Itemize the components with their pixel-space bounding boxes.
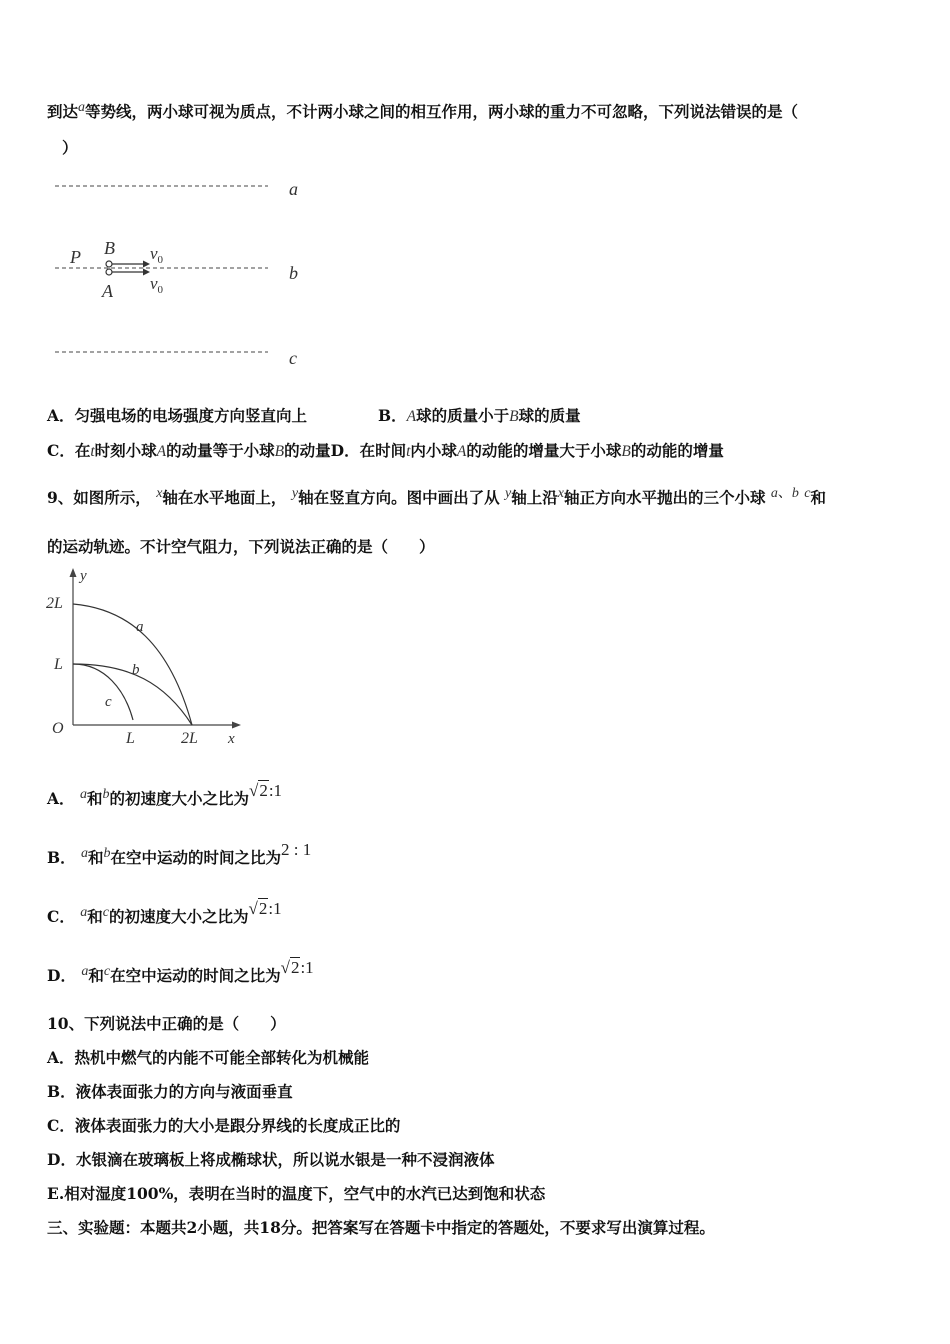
origin-label: O	[52, 720, 64, 737]
q9-option-d: D． a和c在空中运动的时间之比为√2:1	[47, 958, 314, 985]
q9-graph	[40, 565, 260, 755]
label-B: B	[104, 238, 115, 258]
y-tick-L: L	[54, 656, 63, 673]
q10-option-c: C．液体表面张力的大小是跟分界线的长度成正比的	[47, 1116, 401, 1135]
q9-option-a: A． a和b的初速度大小之比为√2:1	[47, 781, 283, 808]
q8-figure	[40, 165, 340, 380]
label-A: A	[102, 281, 113, 301]
q10-option-d: D．水银滴在玻璃板上将成椭球状，所以说水银是一种不浸润液体	[47, 1150, 495, 1169]
y-tick-2L: 2L	[46, 595, 63, 612]
label-v0-bottom: $v_0$	[150, 274, 164, 296]
x-tick-2L: 2L	[181, 730, 198, 747]
curve-b-label: b	[132, 662, 140, 678]
label-c: c	[289, 348, 297, 368]
ball-B	[106, 261, 112, 267]
q8-option-b: B．A球的质量小于B球的质量	[378, 406, 581, 425]
label-a: a	[289, 179, 298, 199]
x-axis-label: x	[228, 731, 235, 747]
curve-c-label: c	[105, 694, 112, 710]
q9-option-c: C． a和c的初速度大小之比为√2:1	[47, 899, 282, 926]
q8-stem-line2: ）	[62, 138, 78, 157]
curve-a-label: a	[136, 619, 144, 635]
q10-option-e: E.相对湿度100%，表明在当时的温度下，空气中的水汽已达到饱和状态	[47, 1184, 546, 1203]
label-b: b	[289, 263, 298, 283]
q9-stem-line1: 9、如图所示， x轴在水平地面上， y轴在竖直方向。图中画出了从 y轴上沿x轴正方向水平抛出的三个小球 a、b c和	[47, 485, 826, 507]
q8-stem-line1: 到达a等势线，两小球可视为质点，不计两小球之间的相互作用，两小球的重力不可忽略，下列说法错误的是（	[47, 100, 799, 121]
q8-option-a: A．匀强电场的电场强度方向竖直向上	[47, 406, 308, 425]
x-tick-L: L	[126, 730, 135, 747]
ball-A	[106, 269, 112, 275]
curve-c	[73, 664, 133, 720]
label-P: P	[70, 247, 81, 267]
q9-option-b: B． a和b在空中运动的时间之比为2 : 1	[47, 840, 312, 867]
section-3-heading: 三、实验题：本题共2小题，共18分。把答案写在答题卡中指定的答题处，不要求写出演算过程。	[47, 1218, 715, 1237]
label-v0-top: $v_0$	[150, 244, 164, 266]
q10-option-a: A．热机中燃气的内能不可能全部转化为机械能	[47, 1048, 370, 1067]
y-axis-label: y	[80, 568, 87, 584]
q10-option-b: B．液体表面张力的方向与液面垂直	[47, 1082, 293, 1101]
q8-option-c-d: C．在t时刻小球A的动量等于小球B的动量D．在时间t内小球A的动能的增量大于小球B的动能的增量	[47, 441, 724, 460]
q10-stem: 10、下列说法中正确的是（ ）	[47, 1014, 286, 1033]
q9-stem-line2: 的运动轨迹。不计空气阻力，下列说法正确的是（ ）	[47, 537, 435, 556]
